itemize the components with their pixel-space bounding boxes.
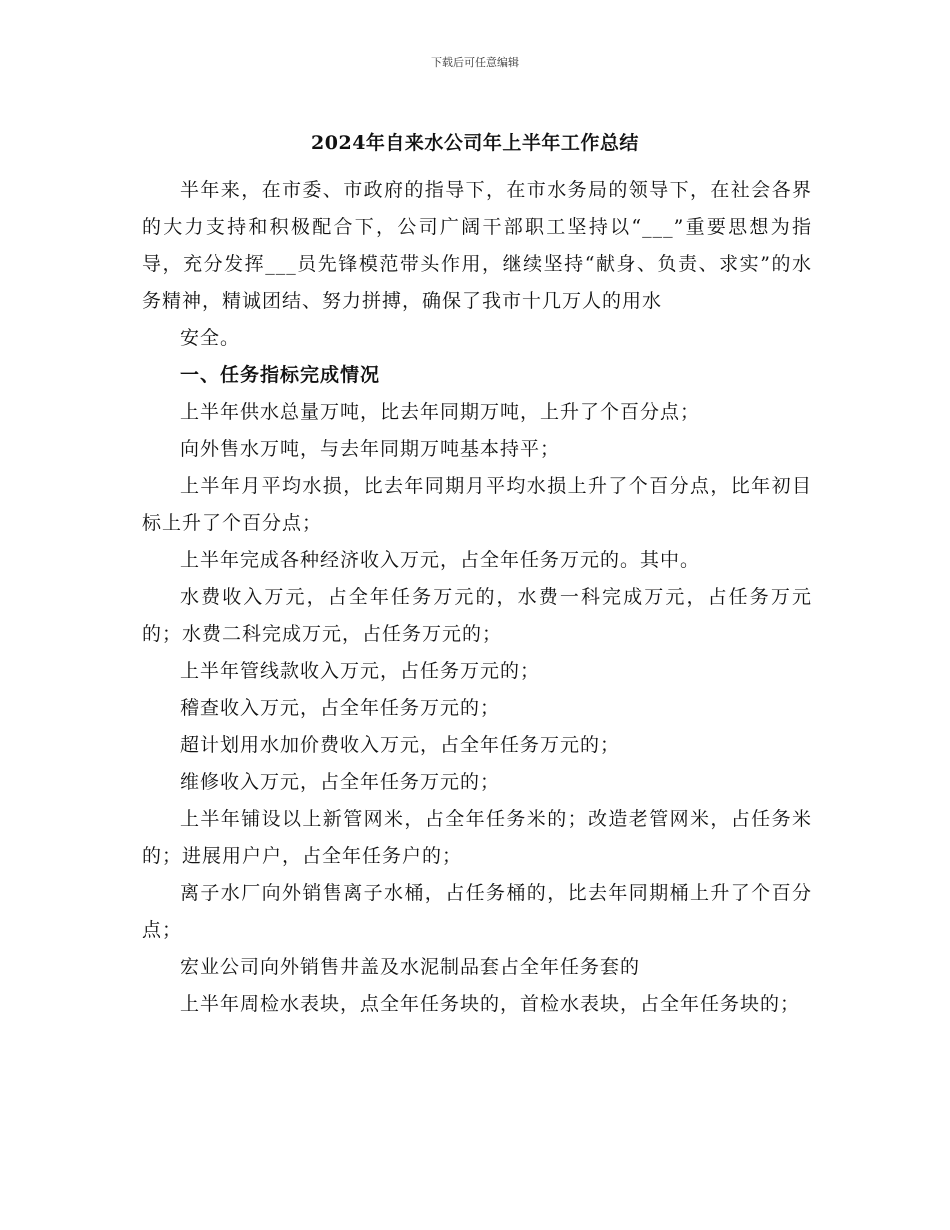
list-item: 宏业公司向外销售井盖及水泥制品套占全年任务套的 — [180, 956, 641, 978]
document-body — [142, 172, 812, 1023]
list-item: 上半年完成各种经济收入万元，占全年任务万元的。其中。 — [180, 549, 701, 571]
list-item: 上半年铺设以上新管网米，占全年任务米的；改造老管网米，占任务米的；进展用户户，占全年任务户的； — [142, 808, 812, 867]
list-item: 上半年供水总量万吨，比去年同期万吨，上升了个百分点； — [180, 401, 701, 423]
list-item: 维修收入万元，占全年任务万元的； — [180, 771, 501, 793]
list-item: 稽查收入万元，占全年任务万元的； — [180, 697, 501, 719]
document-title: 2024年自来水公司年上半年工作总结 — [311, 132, 639, 154]
list-item: 上半年月平均水损，比去年同期月平均水损上升了个百分点，比年初目标上升了个百分点； — [142, 475, 812, 534]
list-item: 水费收入万元，占全年任务万元的，水费一科完成万元，占任务万元的；水费二科完成万元，占任务万元的； — [142, 586, 812, 645]
list-item: 离子水厂向外销售离子水桶，占任务桶的，比去年同期桶上升了个百分点； — [142, 882, 812, 941]
list-item: 上半年管线款收入万元，占任务万元的； — [180, 660, 541, 682]
intro-paragraph: 半年来，在市委、市政府的指导下，在市水务局的领导下，在社会各界的大力支持和积极配合下，公司广阔干部职工坚持以“___”重要思想为指导，充分发挥___员先锋模范带头作用，继续坚持“献身、负责、求实”的水务精神，精诚团结、努力拼搏，确保了我市十几万人的用水 — [142, 179, 812, 312]
list-item: 向外售水万吨，与去年同期万吨基本持平； — [180, 438, 561, 460]
intro-paragraph-continued: 安全。 — [180, 327, 241, 349]
header-note: 下载后可任意编辑 — [431, 56, 519, 69]
section-heading: 一、任务指标完成情况 — [180, 364, 381, 386]
list-item: 上半年周检水表块，点全年任务块的，首检水表块，占全年任务块的； — [180, 993, 801, 1015]
list-item: 超计划用水加价费收入万元，占全年任务万元的； — [180, 734, 621, 756]
